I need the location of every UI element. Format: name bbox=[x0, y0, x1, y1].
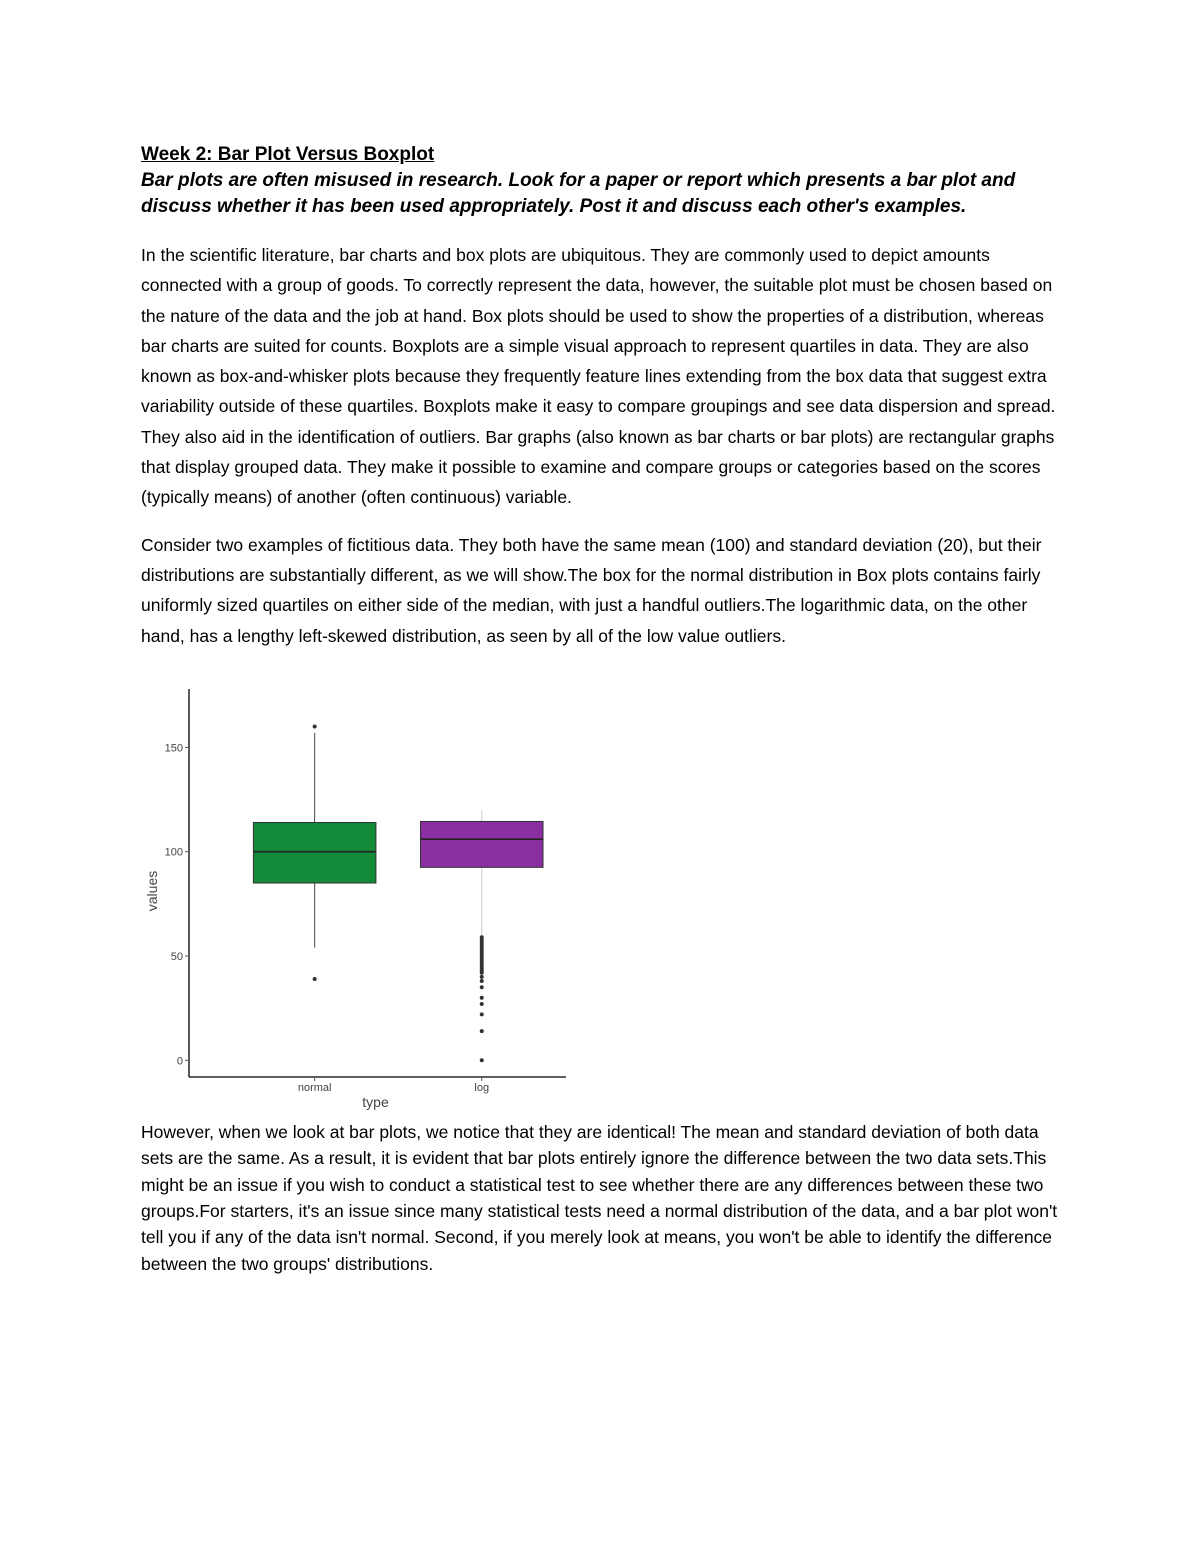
box-log bbox=[420, 821, 543, 867]
paragraph-example: Consider two examples of fictitious data. They both have the same mean (100) and standard deviation (20), but their distributions are substantially different, as we will show.The box for the normal distribution in Box plots contains fairly uniformly sized quartiles on either side of the median, with just a handful outliers.The logarithmic data, on the other hand, has a lengthy left-skewed distribution, as seen by all of the low value outliers. bbox=[141, 534, 1042, 646]
x-tick-label-log: log bbox=[474, 1081, 490, 1094]
y-tick-label: 0 bbox=[176, 1055, 183, 1068]
document-title: Week 2: Bar Plot Versus Boxplot bbox=[141, 144, 435, 165]
boxplot-chart bbox=[131, 679, 571, 1119]
y-tick-label: 50 bbox=[170, 950, 183, 963]
paragraph-intro: In the scientific literature, bar charts and box plots are ubiquitous. They are commonly used to depict amounts connected with a group of goods. To correctly represent the data, however, the suitable plot must be chosen based on the nature of the data and the job at hand. Box plots should be used to show the properties of a distribution, whereas bar charts are suited for counts. Boxplots are a simple visual approach to represent quartiles in data. They are also known as box-and-whisker plots because they frequently feature lines extending from the box data that suggest extra variability outside of these quartiles. Boxplots make it easy to compare groupings and see data dispersion and spread. They also aid in the identification of outliers. Bar graphs (also known as bar charts or bar plots) are rectangular graphs that display grouped data. They make it possible to examine and compare groups or categories based on the scores (typically means) of another (often continuous) variable. bbox=[141, 245, 1056, 508]
y-tick-label: 150 bbox=[164, 742, 183, 755]
outlier-point-log bbox=[480, 1012, 484, 1016]
outlier-point-log bbox=[480, 1029, 484, 1033]
document-page bbox=[141, 142, 1066, 1277]
x-tick-label-normal: normal bbox=[297, 1081, 332, 1094]
outlier-point-log bbox=[480, 979, 484, 983]
outlier-point-log bbox=[480, 1058, 484, 1062]
outlier-point-log bbox=[480, 985, 484, 989]
y-tick-label: 100 bbox=[164, 846, 183, 859]
y-axis-label: values bbox=[144, 870, 160, 912]
assignment-prompt: Bar plots are often misused in research. Look for a paper or report which presents a bar plot and discuss whether it has been used appropriately. Post it and discuss each other's examples. bbox=[141, 170, 1016, 217]
x-axis-label: type bbox=[362, 1093, 389, 1110]
outlier-point-log bbox=[480, 971, 484, 975]
outlier-point-normal bbox=[313, 724, 317, 728]
box-normal bbox=[253, 822, 376, 882]
boxplot-figure bbox=[131, 679, 571, 1119]
outlier-point-normal bbox=[313, 977, 317, 981]
outlier-point-log bbox=[480, 975, 484, 979]
outlier-point-log bbox=[480, 996, 484, 1000]
outlier-point-log bbox=[480, 1002, 484, 1006]
paragraph-conclusion: However, when we look at bar plots, we notice that they are identical! The mean and standard deviation of both data sets are the same. As a result, it is evident that bar plots entirely ignore the difference between the two data sets.This might be an issue if you wish to conduct a statistical test to see whether there are any differences between these two groups.For starters, it's an issue since many statistical tests need a normal distribution of the data, and a bar plot won't tell you if any of the data isn't normal. Second, if you merely look at means, you won't be able to identify the difference between the two groups' distributions. bbox=[141, 1121, 1058, 1274]
